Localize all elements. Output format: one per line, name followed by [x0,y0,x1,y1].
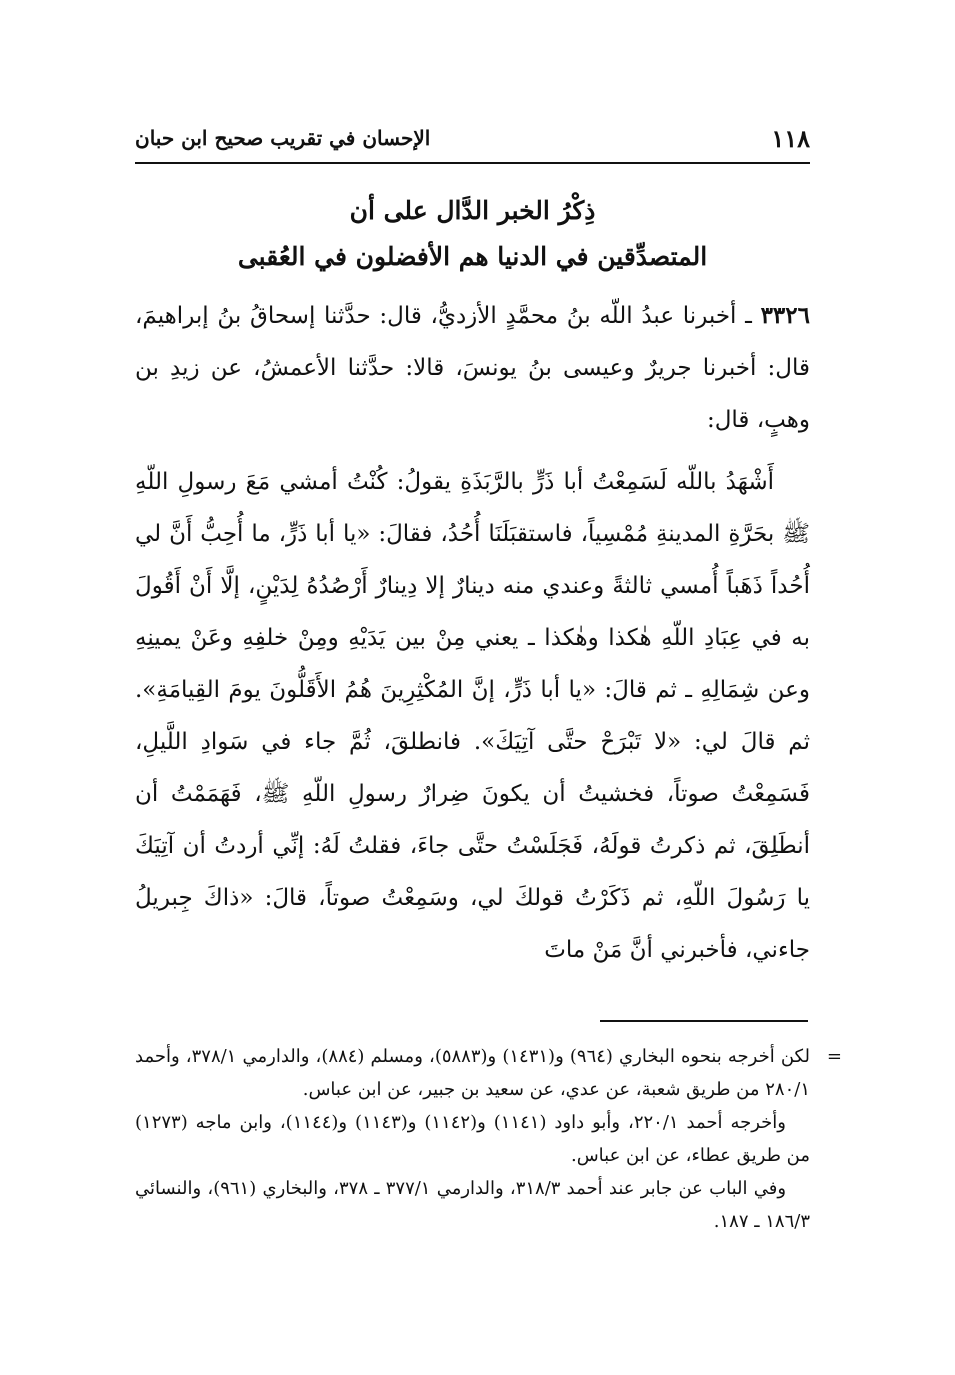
footnote-text-3: وفي الباب عن جابر عند أحمد ٣١٨/٣، والدارمي ٣٧٧/١ ـ ٣٧٨، والبخاري (٩٦١)، والنسائي ١٨٦/٣ ـ ١٨٧. [135,1178,810,1232]
running-header [135,118,810,164]
hadith-body [135,290,810,976]
continuation-mark: = [826,1046,842,1067]
hadith-number: ٣٣٢٦ [760,302,810,329]
footnote-text-2: وأخرجه أحمد ٢٢٠/١، وأبو داود (١١٤١) و(١١٤٢) و(١١٤٣) و(١١٤٤)، وابن ماجه (١٢٧٣) من طريق عطاء، عن ابن عباس. [135,1112,810,1166]
footnote-text-1: لكن أخرجه بنحوه البخاري (٩٦٤) و(١٤٣١) و(٥٨٨٣)، ومسلم (٨٨٤)، والدارمي ٣٧٨/١، وأحمد ٢٨٠/١ من طريق شعبة، عن عدي، عن سعيد بن جبير، عن ابن عباس. [135,1046,810,1100]
chapter-heading [135,188,810,280]
running-title: الإحسان في تقريب صحيح ابن حبان [135,126,431,150]
footnotes [135,1040,842,1238]
footnote-separator [600,1020,808,1022]
hadith-isnad: ـ أخبرنا عبدُ اللّه بنُ محمَّدٍ الأزديُّ، قال: حدَّثنا إسحاقُ بنُ إبراهيمَ، قال: أخبرنا جريرٌ وعيسى بنُ يونسَ، قالا: حدَّثنا الأعمشُ، عن زيدِ بن وهبٍ، قال: [135,303,810,433]
page-number: ١١٨ [771,124,810,153]
chapter-title-line-1: ذِكْرُ الخبر الدَّال على أن [349,196,596,225]
chapter-title-line-2: المتصدِّقين في الدنيا هم الأفضلون في العُقبى [237,242,708,271]
footnote-continued [135,1040,842,1106]
hadith-isnad-paragraph [135,290,810,446]
hadith-matn: أَشْهَدُ باللّه لَسَمِعْتُ أبا ذَرٍّ بالرَّبَذَةِ يقولُ: كُنْتُ أمشي مَعَ رسولِ اللّهِ ﷺ بحَرَّةِ المدينةِ مُمْسِياً، فاستقبَلَنَا أُحُدُ، فقالَ: «يا أبا ذَرٍّ، ما أُحِبُّ أَنَّ لي أُحُداً ذَهَباً أُمسي ثالثةً وعندي منه دينارٌ إلا دِينارٌ أَرْصُدُهُ لِدَيْنٍ، إلَّا أَنْ أَقُولَ به في عِبَادِ اللّهِ هٰكذا وهٰكذا ـ يعني مِنْ بين يَدَيْهِ ومِنْ خلفِهِ وعَنْ يمينِهِ وعن شِمَالِهِ ـ ثم قالَ: «يا أبا ذَرٍّ، إنَّ المُكْثِرِينَ هُمُ الأَقَلُّونَ يومَ القِيامَةِ». ثم قالَ لي: «لا تَبْرَحْ حتَّى آتِيَكَ». فانطلقَ، ثُمَّ جاء في سَوادِ اللَّيلِ، فَسَمِعْتُ صوتاً، فخشيتُ أن يكونَ ضِرارٌ رسولِ اللّهِ ﷺ، فَهَمَمْتُ أن أنطَلِقَ، ثم ذكرتُ قولَهُ، فَجَلَسْتُ حتَّى جاءَ، فقلتُ لَهُ: إنِّي أردتُ أن آتِيَكَ يا رَسُولَ اللّهِ، ثم ذَكَرْتُ قولكَ لي، وسَمِعْتُ صوتاً، قالَ: «ذاكَ جِبريلُ جاءني، فأخبرني أنَّ مَنْ ماتَ [135,469,810,963]
